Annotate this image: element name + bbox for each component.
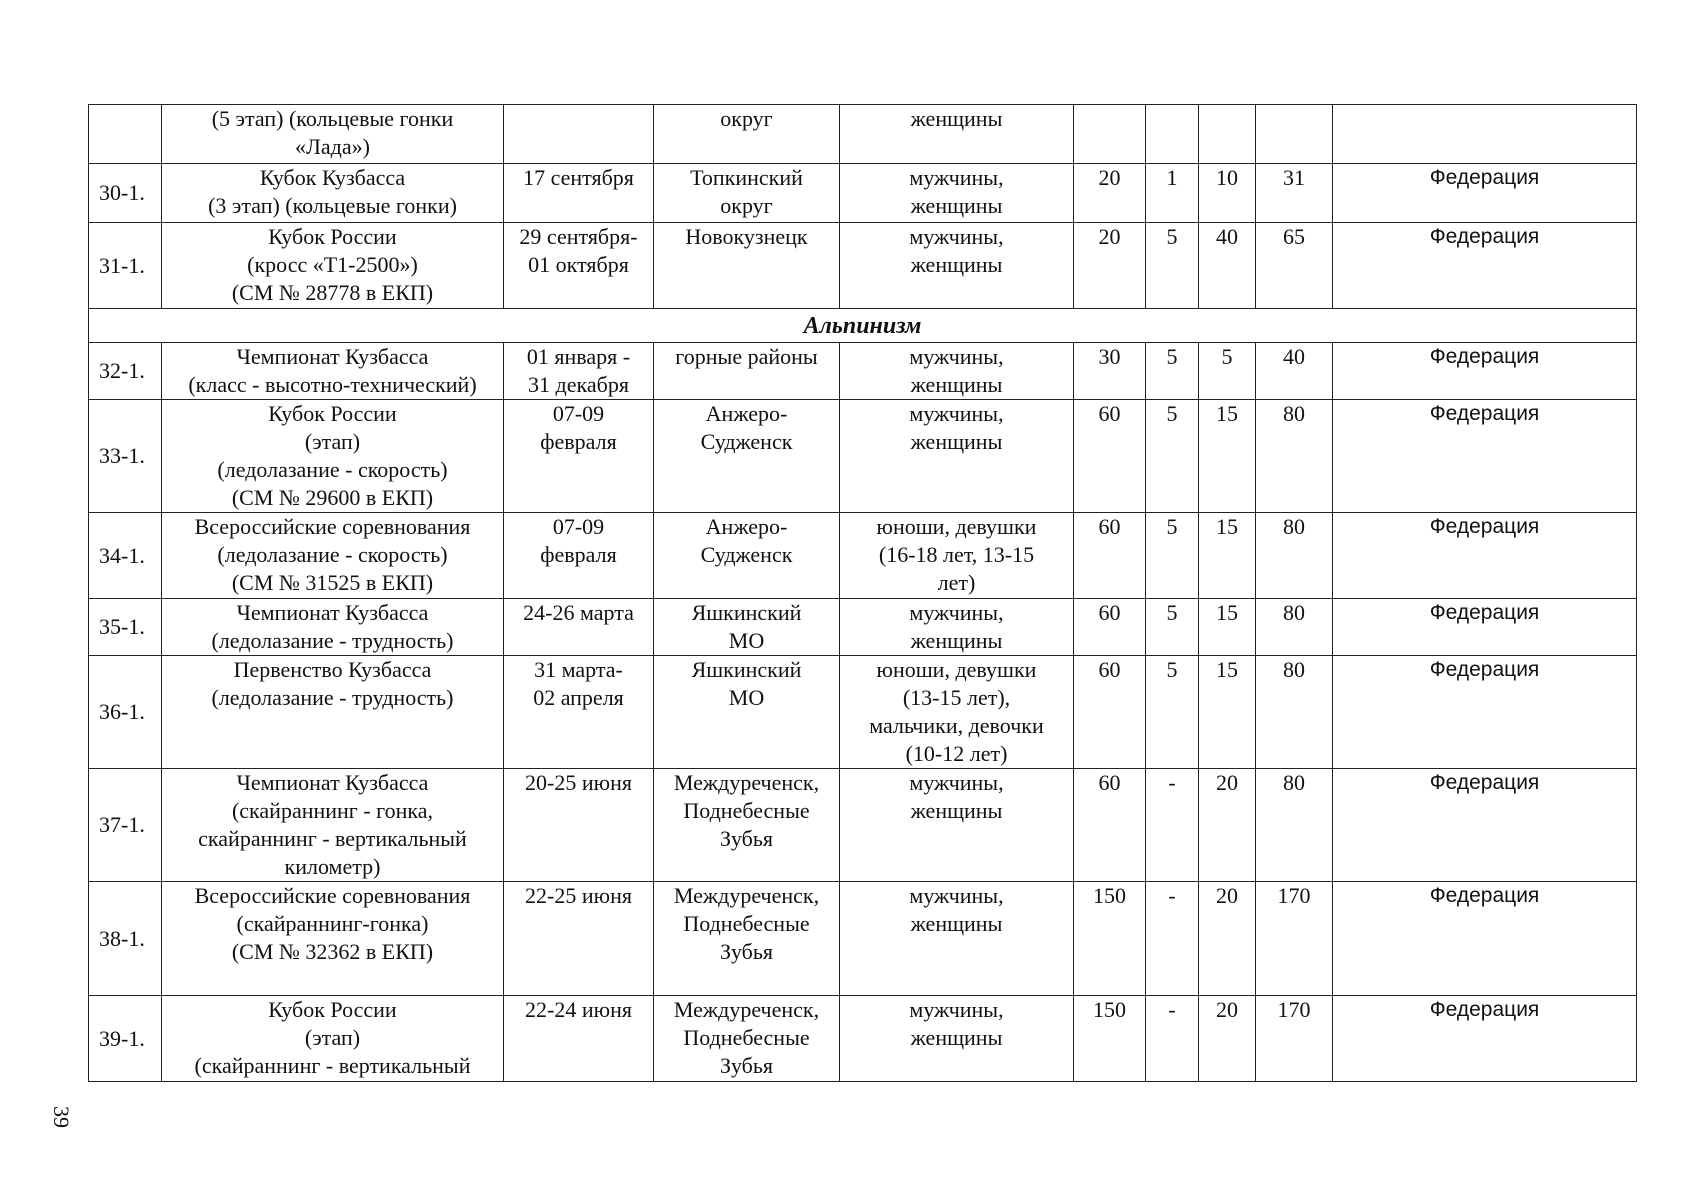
place-cell-line: Зубья bbox=[719, 826, 774, 851]
date-cell-line: 22-24 июня bbox=[525, 997, 632, 1022]
total-cell: 170 bbox=[1256, 996, 1333, 1082]
organizer-cell: Федерация bbox=[1333, 882, 1637, 996]
event-name-cell-line: Кубок России bbox=[268, 401, 397, 426]
date-cell-line: 01 января - bbox=[526, 344, 631, 369]
count-cell-2: 5 bbox=[1146, 656, 1199, 769]
place-cell-line: Междуреченск, bbox=[673, 997, 820, 1022]
date-cell bbox=[504, 656, 654, 769]
date-cell bbox=[504, 343, 654, 400]
place-cell-line: Анжеро- bbox=[705, 514, 788, 539]
organizer-cell bbox=[1333, 105, 1637, 164]
total-cell bbox=[1256, 105, 1333, 164]
page-number: 39 bbox=[49, 1106, 74, 1128]
count-cell-2: - bbox=[1146, 996, 1199, 1082]
date-cell-line: 29 сентября- bbox=[519, 224, 638, 249]
total-cell: 80 bbox=[1256, 400, 1333, 513]
date-cell bbox=[504, 599, 654, 656]
count-cell-3: 10 bbox=[1199, 164, 1256, 223]
total-cell: 80 bbox=[1256, 599, 1333, 656]
place-cell-line: Судженск bbox=[700, 429, 793, 454]
count-cell-1: 150 bbox=[1074, 882, 1146, 996]
place-cell-line: Судженск bbox=[700, 542, 793, 567]
event-name-cell bbox=[162, 656, 504, 769]
participants-cell-line: мужчины, bbox=[909, 224, 1004, 249]
place-cell-line: Междуреченск, bbox=[673, 770, 820, 795]
place-cell-line: Зубья bbox=[719, 939, 774, 964]
event-name-cell-line: Первенство Кузбасса bbox=[233, 657, 432, 682]
count-cell-1: 150 bbox=[1074, 996, 1146, 1082]
count-cell-3: 20 bbox=[1199, 996, 1256, 1082]
event-name-cell-line: Кубок Кузбасса bbox=[259, 165, 406, 190]
event-name-cell bbox=[162, 769, 504, 882]
table-row bbox=[89, 769, 1637, 882]
event-name-cell-line: (скайраннинг - гонка, bbox=[231, 798, 434, 823]
date-cell bbox=[504, 513, 654, 599]
events-table bbox=[88, 104, 1637, 1082]
event-name-cell-line: (СМ № 32362 в ЕКП) bbox=[231, 939, 434, 964]
date-cell-line: февраля bbox=[540, 542, 617, 567]
section-title: Альпинизм bbox=[89, 309, 1637, 343]
event-name-cell-line: (СМ № 29600 в ЕКП) bbox=[231, 485, 434, 510]
organizer-cell: Федерация bbox=[1333, 656, 1637, 769]
place-cell-line: горные районы bbox=[675, 344, 818, 369]
event-name-cell-line: (ледолазание - скорость) bbox=[217, 542, 448, 567]
count-cell-2: - bbox=[1146, 769, 1199, 882]
place-cell-line: МО bbox=[728, 685, 765, 710]
place-cell-line: Топкинский bbox=[690, 165, 803, 190]
place-cell bbox=[654, 769, 840, 882]
count-cell-1: 60 bbox=[1074, 599, 1146, 656]
count-cell-2: 5 bbox=[1146, 343, 1199, 400]
place-cell-line: Яшкинский bbox=[691, 657, 802, 682]
participants-cell-line: женщины bbox=[910, 628, 1003, 653]
total-cell: 31 bbox=[1256, 164, 1333, 223]
count-cell-1: 30 bbox=[1074, 343, 1146, 400]
participants-cell-line: женщины bbox=[910, 798, 1003, 823]
participants-cell-line: (16-18 лет, 13-15 bbox=[878, 542, 1035, 567]
event-name-cell-line: Чемпионат Кузбасса bbox=[236, 600, 429, 625]
event-name-cell-line: (5 этап) (кольцевые гонки bbox=[211, 106, 454, 131]
date-cell-line: 07-09 bbox=[552, 514, 605, 539]
count-cell-2: 1 bbox=[1146, 164, 1199, 223]
count-cell-3: 20 bbox=[1199, 882, 1256, 996]
participants-cell-line: (13-15 лет), bbox=[902, 685, 1011, 710]
date-cell-line: 02 апреля bbox=[533, 685, 624, 710]
table-row bbox=[89, 656, 1637, 769]
place-cell bbox=[654, 400, 840, 513]
total-cell: 40 bbox=[1256, 343, 1333, 400]
section-row bbox=[89, 309, 1637, 343]
participants-cell-line: (10-12 лет) bbox=[905, 741, 1008, 766]
event-name-cell-line: Чемпионат Кузбасса bbox=[236, 770, 429, 795]
participants-cell-line: юноши, девушки bbox=[876, 514, 1037, 539]
date-cell-line: 17 сентября bbox=[523, 165, 634, 190]
event-name-cell-line: (класс - высотно-технический) bbox=[188, 372, 477, 397]
event-name-cell bbox=[162, 882, 504, 996]
date-cell-line: 31 марта- bbox=[534, 657, 623, 682]
place-cell bbox=[654, 996, 840, 1082]
participants-cell bbox=[840, 769, 1074, 882]
count-cell-1: 20 bbox=[1074, 164, 1146, 223]
participants-cell-line: женщины bbox=[910, 372, 1003, 397]
participants-cell-line: мужчины, bbox=[909, 401, 1004, 426]
event-name-cell-line: Всероссийские соревнования bbox=[194, 883, 471, 908]
table-row bbox=[89, 223, 1637, 309]
date-cell bbox=[504, 223, 654, 309]
date-cell-line: февраля bbox=[540, 429, 617, 454]
place-cell bbox=[654, 343, 840, 400]
table-row bbox=[89, 599, 1637, 656]
row-number: 37-1. bbox=[89, 769, 162, 882]
event-name-cell-line: километр) bbox=[284, 854, 381, 879]
row-number: 39-1. bbox=[89, 996, 162, 1082]
count-cell-3: 20 bbox=[1199, 769, 1256, 882]
event-name-cell bbox=[162, 513, 504, 599]
place-cell bbox=[654, 882, 840, 996]
table-row bbox=[89, 105, 1637, 164]
total-cell: 80 bbox=[1256, 769, 1333, 882]
count-cell-2: 5 bbox=[1146, 599, 1199, 656]
organizer-cell: Федерация bbox=[1333, 343, 1637, 400]
participants-cell-line: женщины bbox=[910, 252, 1003, 277]
event-name-cell-line: Всероссийские соревнования bbox=[194, 514, 471, 539]
date-cell bbox=[504, 105, 654, 164]
place-cell-line: МО bbox=[728, 628, 765, 653]
event-name-cell bbox=[162, 599, 504, 656]
count-cell-2: 5 bbox=[1146, 400, 1199, 513]
place-cell-line: Зубья bbox=[719, 1053, 774, 1078]
event-name-cell-line: (СМ № 28778 в ЕКП) bbox=[231, 280, 434, 305]
event-name-cell-line: (этап) bbox=[304, 1025, 361, 1050]
participants-cell-line: лет) bbox=[937, 570, 976, 595]
date-cell bbox=[504, 164, 654, 223]
event-name-cell-line: (скайраннинг - вертикальный bbox=[194, 1053, 471, 1078]
date-cell-line: 22-25 июня bbox=[525, 883, 632, 908]
event-name-cell bbox=[162, 400, 504, 513]
count-cell-3: 15 bbox=[1199, 513, 1256, 599]
participants-cell bbox=[840, 343, 1074, 400]
organizer-cell: Федерация bbox=[1333, 400, 1637, 513]
event-name-cell-line: (СМ № 31525 в ЕКП) bbox=[231, 570, 434, 595]
event-name-cell bbox=[162, 105, 504, 164]
event-name-cell-line: Кубок России bbox=[268, 997, 397, 1022]
participants-cell bbox=[840, 513, 1074, 599]
total-cell: 80 bbox=[1256, 656, 1333, 769]
total-cell: 170 bbox=[1256, 882, 1333, 996]
organizer-cell: Федерация bbox=[1333, 769, 1637, 882]
participants-cell-line: юноши, девушки bbox=[876, 657, 1037, 682]
table-row bbox=[89, 513, 1637, 599]
date-cell-line: 31 декабря bbox=[528, 372, 629, 397]
count-cell-1: 60 bbox=[1074, 513, 1146, 599]
participants-cell bbox=[840, 656, 1074, 769]
participants-cell bbox=[840, 599, 1074, 656]
place-cell-line: Яшкинский bbox=[691, 600, 802, 625]
event-name-cell-line: (скайраннинг-гонка) bbox=[236, 911, 429, 936]
row-number: 32-1. bbox=[89, 343, 162, 400]
participants-cell bbox=[840, 164, 1074, 223]
date-cell-line: 07-09 bbox=[552, 401, 605, 426]
event-name-cell-line: (3 этап) (кольцевые гонки) bbox=[208, 193, 457, 218]
organizer-cell: Федерация bbox=[1333, 513, 1637, 599]
event-name-cell-line: Кубок России bbox=[268, 224, 397, 249]
table-row bbox=[89, 400, 1637, 513]
participants-cell-line: мужчины, bbox=[909, 770, 1004, 795]
place-cell-line: Поднебесные bbox=[683, 911, 810, 936]
count-cell-1: 60 bbox=[1074, 769, 1146, 882]
row-number: 38-1. bbox=[89, 882, 162, 996]
organizer-cell: Федерация bbox=[1333, 599, 1637, 656]
table-row bbox=[89, 164, 1637, 223]
count-cell-3: 5 bbox=[1199, 343, 1256, 400]
date-cell-line: 20-25 июня bbox=[525, 770, 632, 795]
event-name-cell-line: скайраннинг - вертикальный bbox=[198, 826, 467, 851]
participants-cell-line: мужчины, bbox=[909, 997, 1004, 1022]
row-number: 31-1. bbox=[89, 223, 162, 309]
participants-cell-line: мужчины, bbox=[909, 344, 1004, 369]
date-cell-line: 24-26 марта bbox=[523, 600, 634, 625]
count-cell-3: 15 bbox=[1199, 400, 1256, 513]
count-cell-3: 15 bbox=[1199, 599, 1256, 656]
event-name-cell bbox=[162, 164, 504, 223]
participants-cell-line: женщины bbox=[910, 106, 1003, 131]
count-cell-2: 5 bbox=[1146, 513, 1199, 599]
total-cell: 65 bbox=[1256, 223, 1333, 309]
event-name-cell-line: (ледолазание - скорость) bbox=[217, 457, 448, 482]
event-name-cell-line: (кросс «Т1-2500») bbox=[247, 252, 418, 277]
table-row bbox=[89, 996, 1637, 1082]
place-cell-line: округ bbox=[720, 193, 773, 218]
date-cell bbox=[504, 882, 654, 996]
participants-cell-line: мальчики, девочки bbox=[869, 713, 1044, 738]
place-cell bbox=[654, 599, 840, 656]
participants-cell bbox=[840, 882, 1074, 996]
place-cell-line: Новокузнецк bbox=[685, 224, 808, 249]
row-number bbox=[89, 105, 162, 164]
event-name-cell bbox=[162, 343, 504, 400]
participants-cell bbox=[840, 400, 1074, 513]
participants-cell-line: мужчины, bbox=[909, 600, 1004, 625]
count-cell-1: 60 bbox=[1074, 400, 1146, 513]
place-cell-line: Поднебесные bbox=[683, 798, 810, 823]
participants-cell-line: женщины bbox=[910, 429, 1003, 454]
place-cell bbox=[654, 656, 840, 769]
organizer-cell: Федерация bbox=[1333, 164, 1637, 223]
date-cell-line: 01 октября bbox=[528, 252, 629, 277]
organizer-cell: Федерация bbox=[1333, 223, 1637, 309]
place-cell bbox=[654, 223, 840, 309]
participants-cell bbox=[840, 105, 1074, 164]
place-cell bbox=[654, 513, 840, 599]
row-number: 34-1. bbox=[89, 513, 162, 599]
table-row bbox=[89, 343, 1637, 400]
count-cell-3: 15 bbox=[1199, 656, 1256, 769]
participants-cell-line: женщины bbox=[910, 911, 1003, 936]
participants-cell-line: мужчины, bbox=[909, 165, 1004, 190]
row-number: 30-1. bbox=[89, 164, 162, 223]
place-cell-line: Междуреченск, bbox=[673, 883, 820, 908]
participants-cell-line: мужчины, bbox=[909, 883, 1004, 908]
event-name-cell bbox=[162, 223, 504, 309]
participants-cell bbox=[840, 223, 1074, 309]
count-cell-2: 5 bbox=[1146, 223, 1199, 309]
count-cell-1: 20 bbox=[1074, 223, 1146, 309]
date-cell bbox=[504, 996, 654, 1082]
count-cell-3 bbox=[1199, 105, 1256, 164]
row-number: 36-1. bbox=[89, 656, 162, 769]
date-cell bbox=[504, 400, 654, 513]
event-name-cell-line: «Лада») bbox=[295, 134, 370, 159]
place-cell bbox=[654, 105, 840, 164]
event-name-cell-line: (ледолазание - трудность) bbox=[211, 685, 454, 710]
place-cell-line: округ bbox=[720, 106, 773, 131]
row-number: 33-1. bbox=[89, 400, 162, 513]
row-number: 35-1. bbox=[89, 599, 162, 656]
organizer-cell: Федерация bbox=[1333, 996, 1637, 1082]
table-row bbox=[89, 882, 1637, 996]
count-cell-3: 40 bbox=[1199, 223, 1256, 309]
count-cell-2: - bbox=[1146, 882, 1199, 996]
place-cell bbox=[654, 164, 840, 223]
participants-cell-line: женщины bbox=[910, 193, 1003, 218]
place-cell-line: Анжеро- bbox=[705, 401, 788, 426]
participants-cell-line: женщины bbox=[910, 1025, 1003, 1050]
date-cell bbox=[504, 769, 654, 882]
count-cell-1 bbox=[1074, 105, 1146, 164]
participants-cell bbox=[840, 996, 1074, 1082]
event-name-cell-line: (этап) bbox=[304, 429, 361, 454]
count-cell-2 bbox=[1146, 105, 1199, 164]
table-body bbox=[89, 105, 1637, 1082]
event-name-cell-line: Чемпионат Кузбасса bbox=[236, 344, 429, 369]
event-name-cell-line: (ледолазание - трудность) bbox=[211, 628, 454, 653]
event-name-cell bbox=[162, 996, 504, 1082]
total-cell: 80 bbox=[1256, 513, 1333, 599]
place-cell-line: Поднебесные bbox=[683, 1025, 810, 1050]
count-cell-1: 60 bbox=[1074, 656, 1146, 769]
